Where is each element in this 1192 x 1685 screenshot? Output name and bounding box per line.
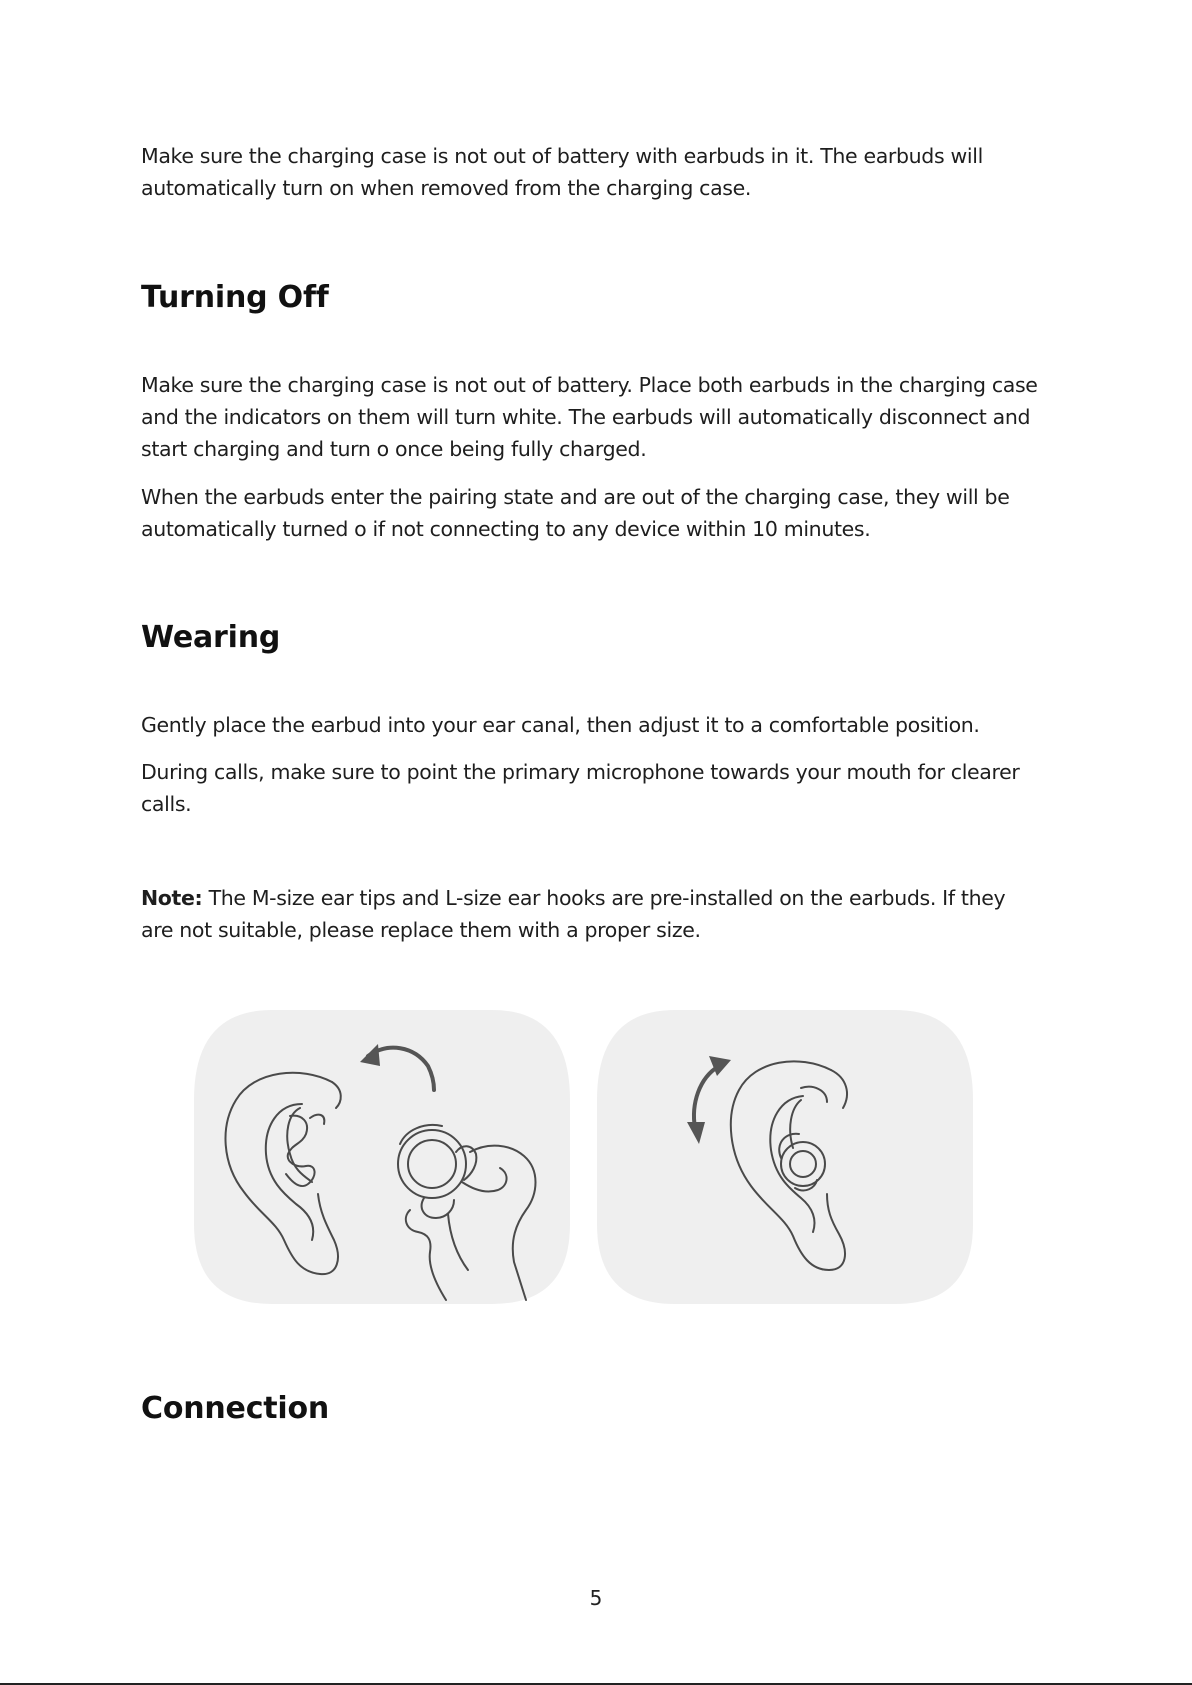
wearing-note xyxy=(141,882,1041,946)
turning-off-paragraph-1: Make sure the charging case is not out of battery. Place both earbuds in the charging case and the indicators on them will turn white. The earbuds will automatically disconnect and start charging and turn o once being fully charged. xyxy=(141,373,1038,461)
turning-off-heading: Turning Off xyxy=(141,280,329,315)
note-text: The M-size ear tips and L-size ear hooks are pre-installed on the earbuds. If they are not suitable, please replace them with a proper size. xyxy=(141,886,1006,942)
wearing-heading: Wearing xyxy=(141,620,281,655)
note-label: Note: xyxy=(141,886,203,910)
ear-rotate-earbud-icon xyxy=(595,1004,975,1310)
connection-heading: Connection xyxy=(141,1391,330,1426)
turning-off-paragraph-2: When the earbuds enter the pairing state and are out of the charging case, they will be automatically turned o if not connecting to any device within 10 minutes. xyxy=(141,485,1010,541)
ear-insert-earbud-icon xyxy=(192,1004,572,1310)
intro-paragraph: Make sure the charging case is not out of battery with earbuds in it. The earbuds will automatically turn on when removed from the charging case. xyxy=(141,144,983,200)
page-number: 5 xyxy=(589,1586,603,1610)
wearing-paragraph-1: Gently place the earbud into your ear canal, then adjust it to a comfortable position. xyxy=(141,713,980,737)
wearing-paragraph-2: During calls, make sure to point the primary microphone towards your mouth for clearer calls. xyxy=(141,760,1020,816)
